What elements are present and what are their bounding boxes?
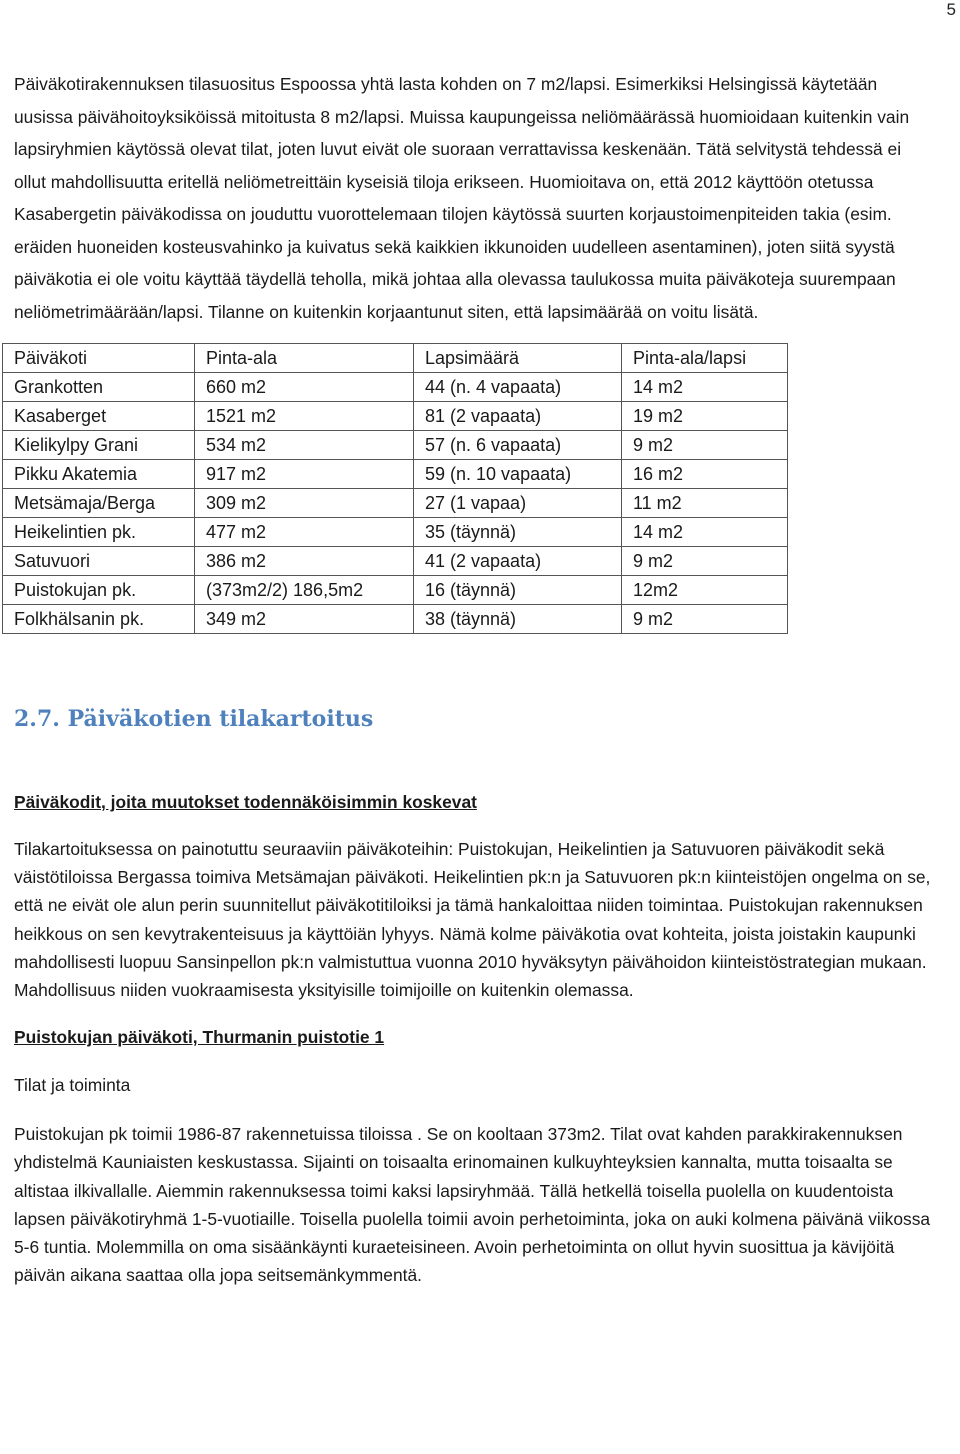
table-row [3, 547, 788, 576]
table-row [3, 576, 788, 605]
table-cell: 27 (1 vapaa) [414, 489, 622, 518]
table-row [3, 518, 788, 547]
header-cell: Päiväkoti [3, 344, 195, 373]
table-cell: 14 m2 [622, 518, 788, 547]
table-cell: 9 m2 [622, 547, 788, 576]
plain-heading-facilities: Tilat ja toiminta [14, 1075, 131, 1096]
table-cell: Puistokujan pk. [3, 576, 195, 605]
table-cell: Folkhälsanin pk. [3, 605, 195, 634]
table-header-row [3, 344, 788, 373]
table-cell: 81 (2 vapaata) [414, 402, 622, 431]
daycare-space-table [2, 343, 788, 634]
header-cell: Lapsimäärä [414, 344, 622, 373]
table-cell: 35 (täynnä) [414, 518, 622, 547]
table-cell: 11 m2 [622, 489, 788, 518]
table-row [3, 373, 788, 402]
table-cell: 349 m2 [195, 605, 414, 634]
table-cell: 660 m2 [195, 373, 414, 402]
table-cell: 477 m2 [195, 518, 414, 547]
table-row [3, 431, 788, 460]
section-heading: 2.7. Päiväkotien tilakartoitus [14, 706, 374, 732]
table-cell: 9 m2 [622, 431, 788, 460]
table-cell: 57 (n. 6 vapaata) [414, 431, 622, 460]
table-row [3, 402, 788, 431]
table-cell: Kielikylpy Grani [3, 431, 195, 460]
table-cell: 44 (n. 4 vapaata) [414, 373, 622, 402]
table-cell: 19 m2 [622, 402, 788, 431]
paragraph-puistokuja-facilities: Puistokujan pk toimii 1986-87 rakennetuissa tiloissa . Se on kooltaan 373m2. Tilat ovat kahden parakkirakennuksen yhdistelmä Kauniaisten keskustassa. Sijainti on toisaalta erinomainen kulkuyhteyksien kannalta, mutta toisaalta se altistaa ilkivallalle. Aiemmin rakennuksessa toimi kaksi lapsiryhmää. Tällä hetkellä toisella puolella on kuudentoista lapsen päiväkotiryhmä 1-5-vuotiaille. Toisella puolella toimii avoin perhetoiminta, joka on auki kolmena päivänä viikossa 5-6 tuntia. Molemmilla on oma sisäänkäynti kuraeteisineen. Avoin perhetoiminta on ollut hyvin suosittua ja kävijöitä päivän aikana saattaa olla jopa seitsemänkymmentä. [14, 1124, 931, 1286]
table-cell: (373m2/2) 186,5m2 [195, 576, 414, 605]
table-cell: 534 m2 [195, 431, 414, 460]
table-cell: 386 m2 [195, 547, 414, 576]
subheading-puistokuja: Puistokujan päiväkoti, Thurmanin puistotie 1 [14, 1027, 385, 1048]
page-number: 5 [946, 0, 956, 19]
table-cell: 309 m2 [195, 489, 414, 518]
header-cell: Pinta-ala [195, 344, 414, 373]
table-row [3, 605, 788, 634]
table-cell: Kasaberget [3, 402, 195, 431]
document-body [14, 68, 934, 1289]
table-cell: 16 m2 [622, 460, 788, 489]
table-cell: 12m2 [622, 576, 788, 605]
table-cell: 1521 m2 [195, 402, 414, 431]
intro-paragraph: Päiväkotirakennuksen tilasuositus Espoossa yhtä lasta kohden on 7 m2/lapsi. Esimerkiksi Helsingissä käytetään uusissa päivähoitoyksiköissä mitoitusta 8 m2/lapsi. Muissa kaupungeissa neliömäärässä huomioidaan kuitenkin vain lapsiryhmien käytössä olevat tilat, joten luvut eivät ole suoraan verrattavissa keskenään. Tätä selvitystä tehdessä ei ollut mahdollisuutta eritellä neliömetreittäin kyseisiä tiloja erikseen. Huomioitava on, että 2012 käyttöön otetussa Kasabergetin päiväkodissa on jouduttu vuorottelemaan tilojen käytössä suurten korjaustoimenpiteiden takia (esim. eräiden huoneiden kosteusvahinko ja kuivatus sekä kaikkien ikkunoiden uudelleen asentaminen), joten siitä syystä päiväkotia ei ole voitu käyttää täydellä teholla, mikä johtaa alla olevassa taulukossa muita päiväkoteja suurempaan neliömetrimäärään/lapsi. Tilanne on kuitenkin korjaantunut siten, että lapsimäärää on voitu lisätä. [14, 74, 910, 322]
table-cell: 9 m2 [622, 605, 788, 634]
table-cell: Metsämaja/Berga [3, 489, 195, 518]
table-cell: Pikku Akatemia [3, 460, 195, 489]
table-cell: 14 m2 [622, 373, 788, 402]
table-cell: 16 (täynnä) [414, 576, 622, 605]
table-row [3, 460, 788, 489]
paragraph-space-survey: Tilakartoituksessa on painotuttu seuraaviin päiväkoteihin: Puistokujan, Heikelintien ja Satuvuoren päiväkodit sekä väistötiloissa Bergassa toimiva Metsämajan päiväkoti. Heikelintien pk:n ja Satuvuoren pk:n kiinteistöjen ongelma on se, että ne eivät ole alun perin suunnitellut päiväkotitiloiksi ja tämä hankaloittaa niiden toimintaa. Puistokujan rakennuksen heikkous on sen kevytrakenteisuus ja käyttöiän lyhyys. Nämä kolme päiväkotia ovat kohteita, joista joistakin kaupunki mahdollisesti luopuu Sansinpellon pk:n valmistuttua vuonna 2010 hyväksytyn päivähoidon kiinteistöstrategian mukaan. Mahdollisuus niiden vuokraamisesta yksityisille toimijoille on kuitenkin olemassa. [14, 839, 931, 1001]
table-cell: 38 (täynnä) [414, 605, 622, 634]
table-cell: Heikelintien pk. [3, 518, 195, 547]
table-cell: Grankotten [3, 373, 195, 402]
header-cell: Pinta-ala/lapsi [622, 344, 788, 373]
table-cell: 917 m2 [195, 460, 414, 489]
table-cell: Satuvuori [3, 547, 195, 576]
table-row [3, 489, 788, 518]
subheading-affected-daycares: Päiväkodit, joita muutokset todennäköisimmin koskevat [14, 792, 477, 812]
table-cell: 59 (n. 10 vapaata) [414, 460, 622, 489]
table-cell: 41 (2 vapaata) [414, 547, 622, 576]
